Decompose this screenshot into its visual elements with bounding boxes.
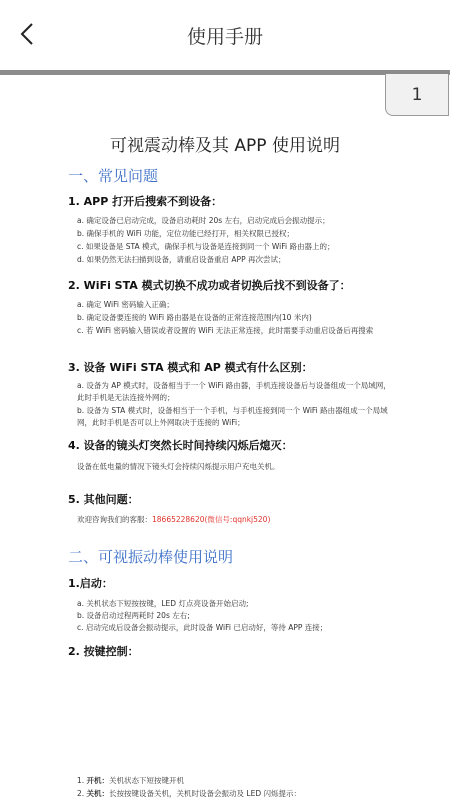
usage-2-item-1: 1. 开机：关机状态下短按键开机 — [77, 776, 185, 785]
section-heading-faq: 一、常见问题 — [68, 167, 159, 185]
question-4-title: 4. 设备的镜头灯突然长时间持续闪烁后熄灭： — [68, 439, 293, 452]
section-heading-usage: 二、可视振动棒使用说明 — [68, 548, 234, 566]
usage-2-item-1-label: 开机： — [86, 776, 110, 785]
usage-1-title: 1.启动： — [68, 577, 113, 590]
usage-1b: b. 设备启动过程两耗时 20s 左右; — [77, 611, 190, 620]
document-title: 可视震动棒及其 APP 使用说明 — [110, 136, 340, 156]
page-number-badge[interactable]: 1 — [385, 74, 449, 116]
header-bar — [0, 0, 450, 70]
usage-2-item-2: 2. 关机：长按按键设备关机，关机时设备会振动及 LED 闪烁提示： — [77, 789, 302, 798]
question-5-title: 5. 其他问题： — [68, 493, 139, 506]
question-1-title: 1. APP 打开后搜索不到设备： — [68, 195, 223, 208]
answer-1b: b. 确保手机的 WiFi 功能，定位功能已经打开，相关权限已授权； — [77, 229, 294, 238]
answer-1d: d. 如果仍然无法扫描到设备，请重启设备重启 APP 再次尝试； — [77, 255, 286, 264]
usage-2-item-2-text: 长按按键设备关机，关机时设备会振动及 LED 闪烁提示： — [109, 789, 302, 798]
answer-5-prefix: 欢迎咨询我们的客服： — [77, 515, 152, 524]
answer-2c: c. 若 WiFi 密码输入错误或者设置的 WiFi 无法正常连接，此时需要手动重启设备后再搜索 — [77, 326, 374, 335]
answer-3b: b. 设备为 STA 模式时，设备相当于一个手机，与手机连接到同一个 WiFi 路由器组成一个局域网，此时手机是否可以上外网取决于连接的 WiFi； — [77, 406, 388, 427]
document-page — [0, 75, 450, 800]
usage-1a: a. 关机状态下短按按键，LED 灯点亮设备开始启动; — [77, 599, 249, 608]
usage-2-title: 2. 按键控制： — [68, 645, 139, 658]
question-2-title: 2. WiFi STA 模式切换不成功或者切换后找不到设备了： — [68, 279, 351, 292]
answer-4: 设备在低电量的情况下镜头灯会持续闪烁提示用户充电关机。 — [77, 462, 280, 471]
usage-1c: c. 启动完成后设备会振动提示，此时设备 WiFi 已启动好，等待 APP 连接； — [77, 623, 328, 632]
answer-2a: a. 确定 WiFi 密码输入正确； — [77, 300, 174, 309]
answer-2b: b. 确定设备要连接的 WiFi 路由器是在设备的正常连接范围内(10 米内) — [77, 313, 312, 322]
answer-5 — [77, 514, 270, 526]
answer-3a: a. 设备为 AP 模式时，设备相当于一个 WiFi 路由器，手机连接设备后与设备组成一个局域网，此时手机是无法连接外网的； — [77, 381, 391, 402]
answer-1c: c. 如果设备是 STA 模式，确保手机与设备是连接到同一个 WiFi 路由器上的； — [77, 242, 335, 251]
customer-service-phone: 18665228620(微信号:qqnkj520) — [152, 515, 271, 524]
usage-2-item-2-label: 关机： — [86, 789, 110, 798]
page-title: 使用手册 — [186, 26, 263, 48]
question-3-title: 3. 设备 WiFi STA 模式和 AP 模式有什么区别： — [68, 361, 313, 374]
usage-2-item-1-text: 关机状态下短按键开机 — [109, 776, 185, 785]
answer-1a: a. 确定设备已启动完成，设备启动耗时 20s 左右，启动完成后会振动提示； — [77, 216, 330, 225]
